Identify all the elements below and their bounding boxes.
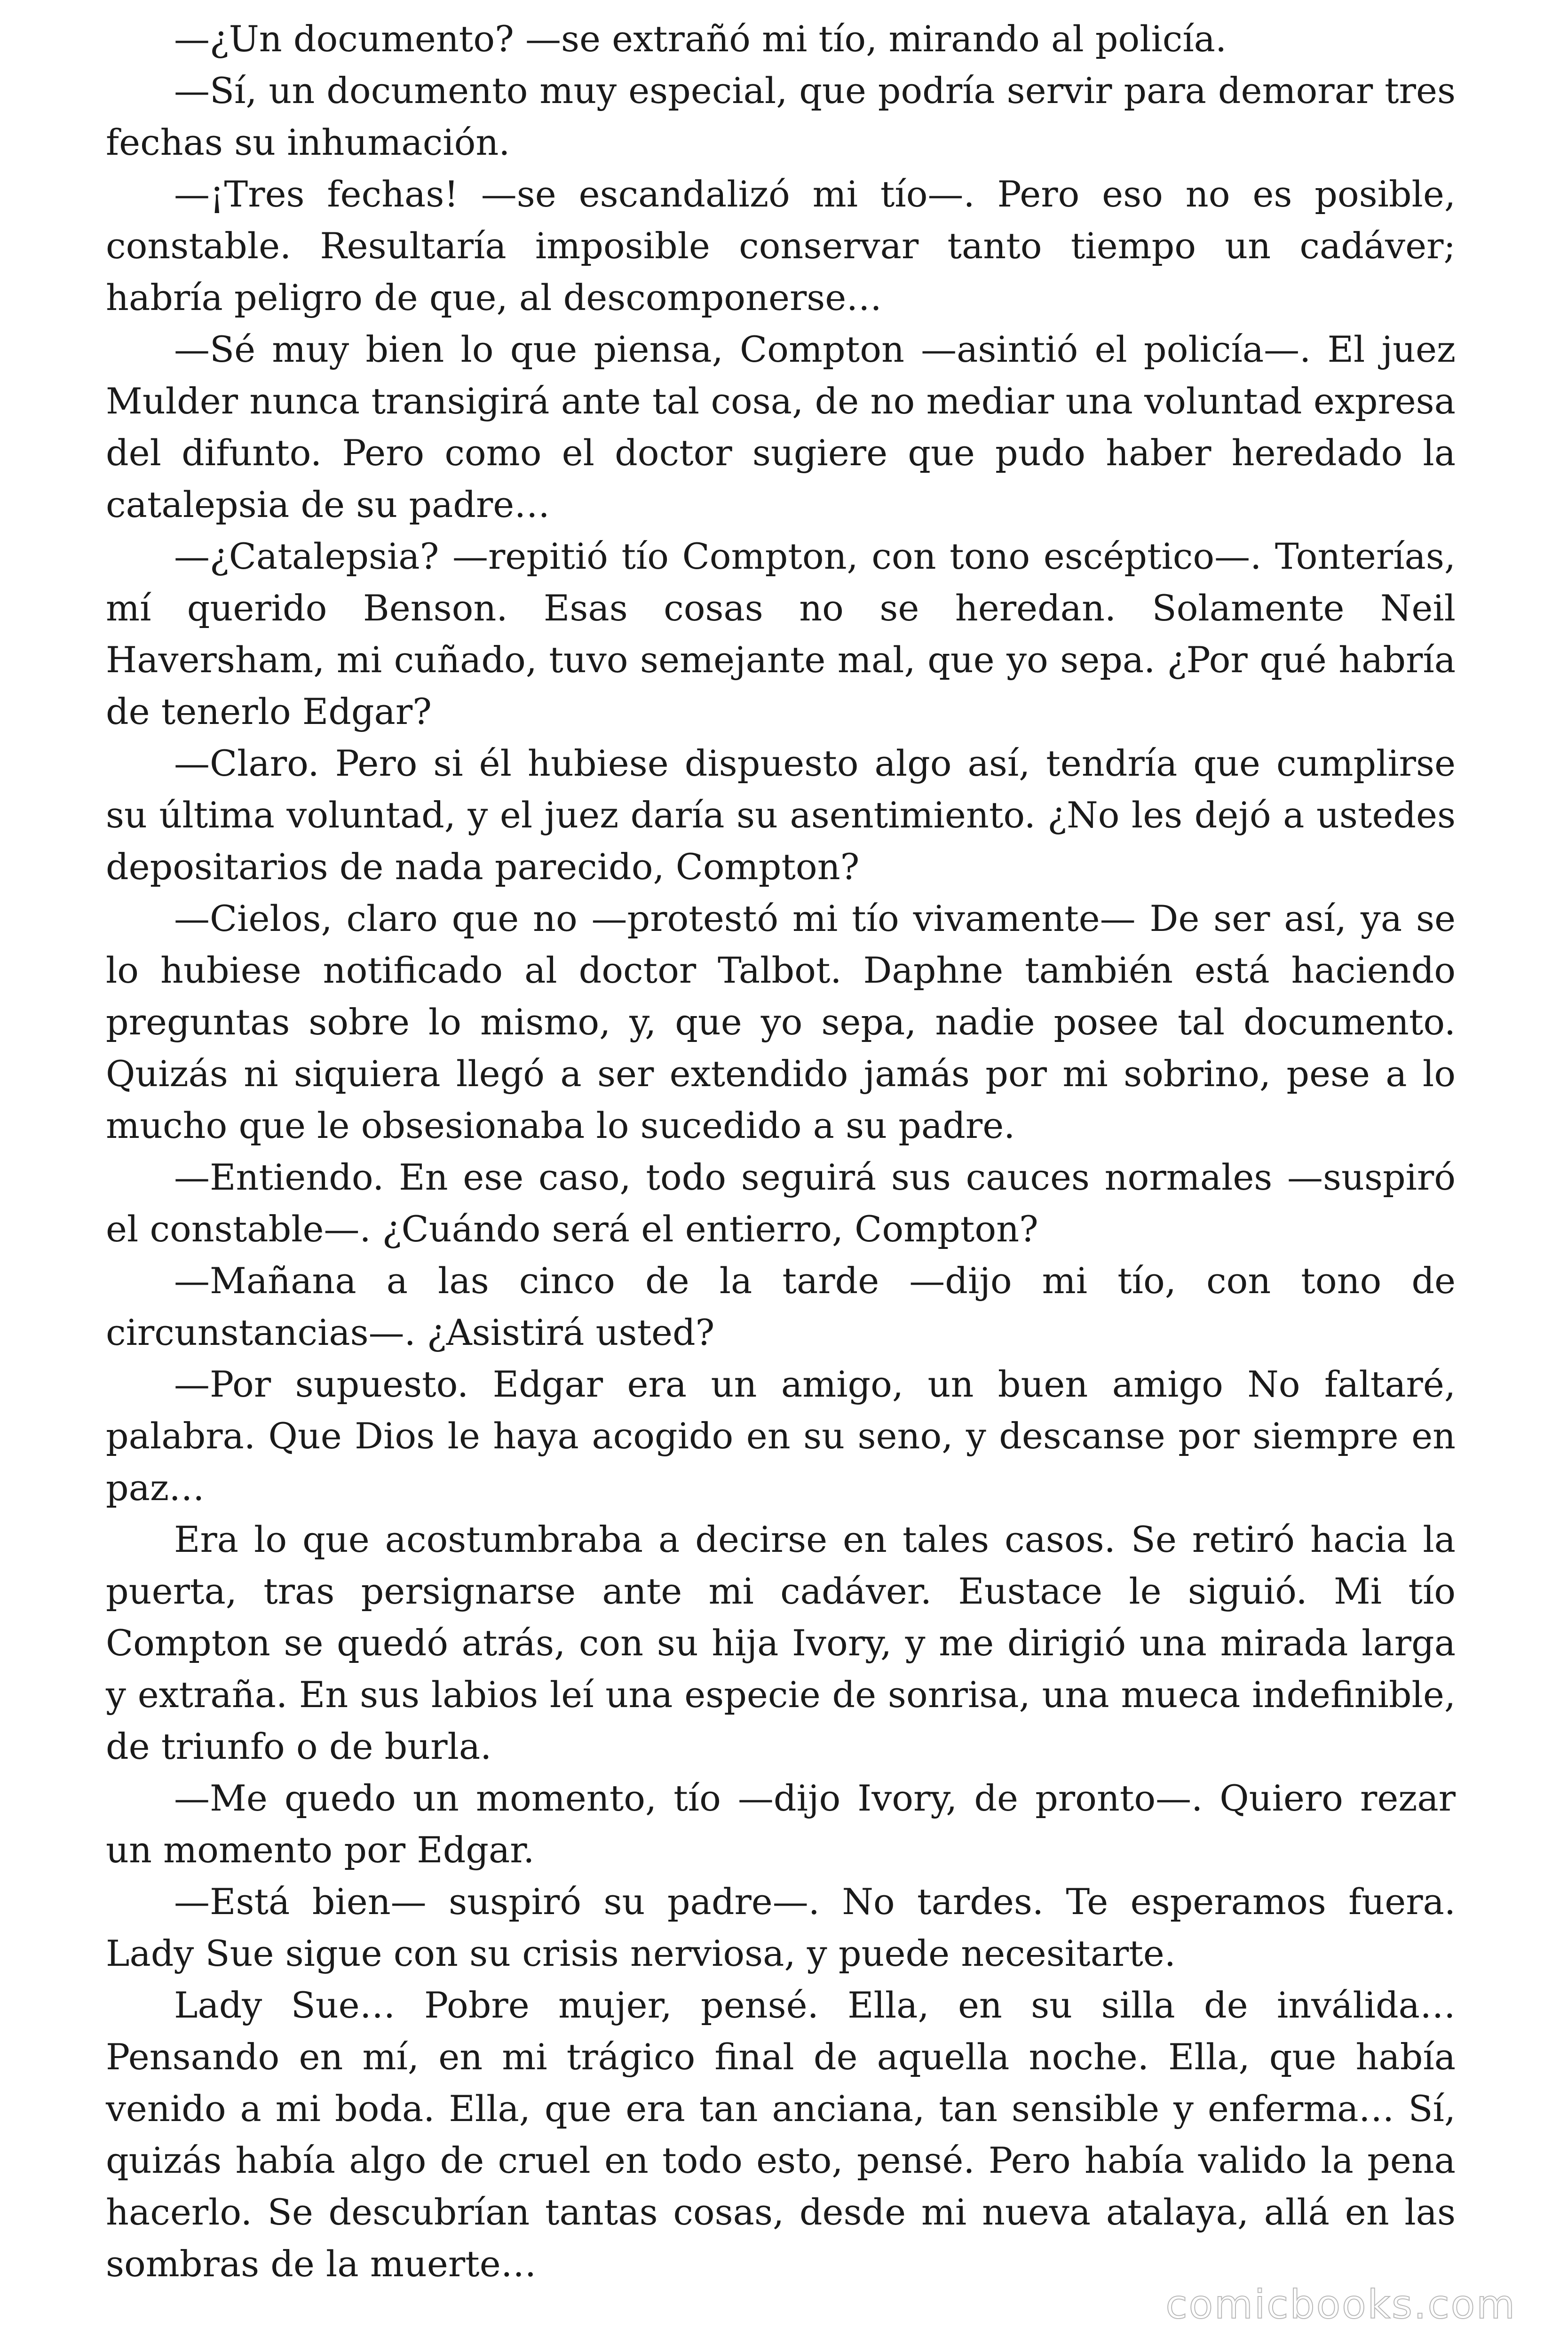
paragraph: —Mañana a las cinco de la tarde —dijo mi tío, con tono de circunstancias—. ¿Asistirá usted? [106,1260,1456,1353]
paragraph: —Cielos, claro que no —protestó mi tío vivamente— De ser así, ya se lo hubiese notificado al doctor Talbot. Daphne también está haciendo preguntas sobre lo mismo, y, que yo sepa, nadie posee tal documento. Quizás ni siquiera llegó a ser extendido jamás por mi sobrino, pese a lo mucho que le obsesionaba lo sucedido a su padre. [106,898,1456,1146]
paragraph: —Está bien— suspiró su padre—. No tardes. Te esperamos fuera. Lady Sue sigue con su crisis nerviosa, y puede necesitarte. [106,1881,1456,1974]
paragraph: —Entiendo. En ese caso, todo seguirá sus cauces normales —suspiró el constable—. ¿Cuándo será el entierro, Compton? [106,1156,1456,1250]
paragraph: —¿Catalepsia? —repitió tío Compton, con tono escéptico—. Tonterías, mí querido Benson. Esas cosas no se heredan. Solamente Neil Haversham, mi cuñado, tuvo semejante mal, que yo sepa. ¿Por qué habría de tenerlo Edgar? [106,535,1456,732]
paragraph: —Sí, un documento muy especial, que podría servir para demorar tres fechas su inhumación. [106,70,1456,163]
watermark: comicbooks.com [1165,2281,1516,2328]
paragraph: Era lo que acostumbraba a decirse en tales casos. Se retiró hacia la puerta, tras persignarse ante mi cadáver. Eustace le siguió. Mi tío Compton se quedó atrás, con su hija Ivory, y me dirigió una mirada larga y extraña. En sus labios leí una especie de sonrisa, una mueca indefinible, de triunfo o de burla. [106,1518,1456,1767]
paragraph: —¿Un documento? —se extrañó mi tío, mirando al policía. [174,18,1227,60]
paragraph: —Claro. Pero si él hubiese dispuesto algo así, tendría que cumplirse su última voluntad, y el juez daría su asentimiento. ¿No les dejó a ustedes depositarios de nada parecido, Compton? [106,742,1456,888]
paragraph: —Sé muy bien lo que piensa, Compton —asintió el policía—. El juez Mulder nunca transigirá ante tal cosa, de no mediar una voluntad expresa del difunto. Pero como el doctor sugiere que pudo haber heredado la catalepsia de su padre… [106,328,1456,525]
paragraph: —¡Tres fechas! —se escandalizó mi tío—. Pero eso no es posible, constable. Resultaría imposible conservar tanto tiempo un cadáver; habría peligro de que, al descomponerse… [106,173,1456,318]
paragraph: Lady Sue… Pobre mujer, pensé. Ella, en su silla de inválida… Pensando en mí, en mi trágico final de aquella noche. Ella, que había venido a mi boda. Ella, que era tan anciana, tan sensible y enferma… Sí, quizás había algo de cruel en todo esto, pensé. Pero había valido la pena hacerlo. Se descubrían tantas cosas, desde mi nueva atalaya, allá en las sombras de la muerte… [106,1984,1456,2285]
paragraph: —Me quedo un momento, tío —dijo Ivory, de pronto—. Quiero rezar un momento por Edgar. [106,1777,1456,1871]
body-text [106,13,1456,2290]
paragraph: —Por supuesto. Edgar era un amigo, un buen amigo No faltaré, palabra. Que Dios le haya acogido en su seno, y descanse por siempre en paz… [106,1363,1456,1509]
